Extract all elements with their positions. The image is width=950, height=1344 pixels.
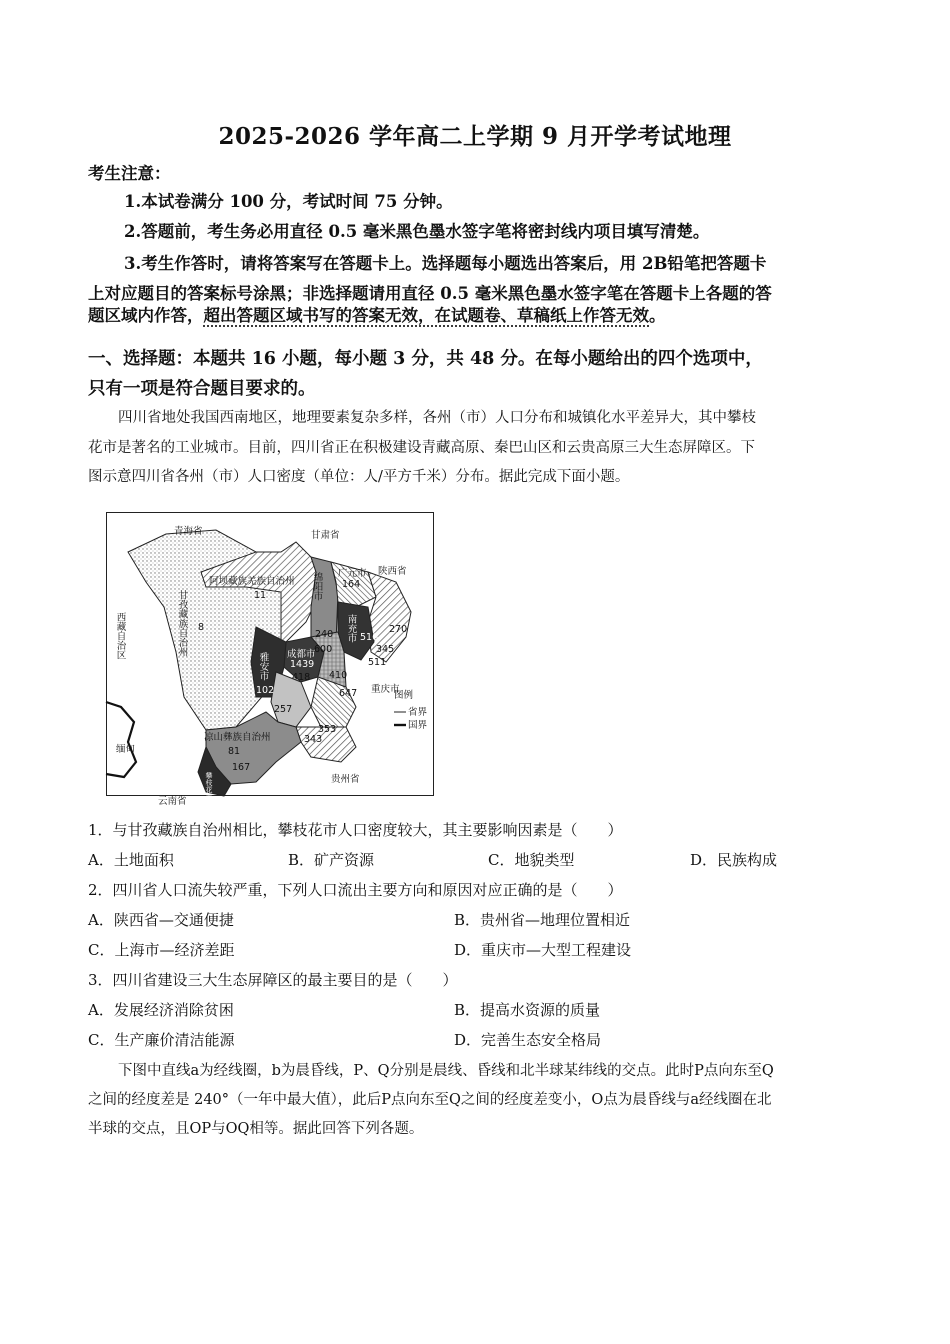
value-ganzi: 8	[198, 622, 205, 633]
q1-stem: 1．与甘孜藏族自治州相比，攀枝花市人口密度较大，其主要影响因素是（ ）	[88, 821, 623, 839]
legend-province: 省界	[408, 707, 428, 718]
value-deyang: 600	[314, 644, 333, 655]
notice-line-3-part-c: 。	[649, 306, 666, 325]
notice-item-3-line-1: 3.考生作答时，请将答案写在答题卡上。选择题每小题选出答案后，用 2B铅笔把答题卡	[124, 254, 767, 273]
legend-title: 图例	[394, 690, 414, 701]
value-liangshan: 81	[228, 746, 241, 757]
intro-2-line-3: 半球的交点，且OP与OQ相等。据此回答下列各题。	[88, 1121, 424, 1137]
q3-option-d[interactable]: D．完善生态安全格局	[454, 1031, 602, 1049]
notice-heading: 考生注意：	[88, 164, 171, 183]
value-yaan: 102	[256, 685, 275, 696]
label-guangyuan: 广元市	[338, 568, 367, 579]
notice-item-1: 1.本试卷满分 100 分，考试时间 75 分钟。	[124, 192, 453, 211]
value-leshan: 257	[274, 704, 293, 715]
value-mianyang: 240	[315, 629, 334, 640]
label-chengdu: 成都市	[287, 649, 316, 660]
label-yunnan: 云南省	[158, 796, 187, 807]
label-qinghai: 青海省	[174, 526, 203, 537]
intro-2-line-1: 下图中直线a为经线圈，b为晨昏线，P、Q分别是晨线、昏线和北半球某纬线的交点。此时P点向东至Q	[118, 1063, 774, 1079]
q1-option-b[interactable]: B．矿产资源	[288, 851, 375, 869]
label-ganzi: 甘孜藏族自治州	[176, 590, 188, 657]
intro-1-line-3: 图示意四川省各州（市）人口密度（单位：人/平方千米）分布。据此完成下面小题。	[88, 469, 630, 485]
intro-1-line-1: 四川省地处我国西南地区，地理要素复杂多样，各州（市）人口分布和城镇化水平差异大，其中攀枝	[118, 410, 756, 426]
value-bazhong: 270	[389, 624, 408, 635]
map-svg	[106, 512, 434, 807]
value-guangan: 511	[368, 657, 387, 668]
q2-option-c[interactable]: C．上海市—经济差距	[88, 941, 235, 959]
notice-line-3-part-a: 题区域内作答，	[88, 306, 204, 325]
q3-option-c[interactable]: C．生产廉价清洁能源	[88, 1031, 235, 1049]
label-panzhihua: 攀枝花市	[205, 772, 213, 800]
intro-1-line-2: 花市是著名的工业城市。目前，四川省正在积极建设青藏高原、秦巴山区和云贵高原三大生态屏障区。下	[88, 440, 755, 456]
legend-country: 国界	[408, 720, 428, 731]
label-shaanxi: 陕西省	[378, 566, 407, 577]
label-mianyang: 绵阳市	[311, 572, 323, 601]
label-yaan: 雅安市	[257, 652, 269, 681]
section-heading-line-1: 一、选择题：本题共 16 小题，每小题 3 分，共 48 分。在每小题给出的四个选项中，	[88, 349, 763, 369]
value-panzhihua: 167	[232, 762, 251, 773]
label-liangshan: 凉山彝族自治州	[204, 732, 271, 743]
notice-emphasis: 超出答题区域书写的答案无效，在试题卷、草稿纸上作答无效	[203, 306, 649, 325]
value-neijiang: 647	[339, 688, 358, 699]
intro-2-line-2: 之间的经度差是 240°（一年中最大值），此后P点向东至Q之间的经度差变小，O点为晨昏线与a经线圈在北	[88, 1092, 772, 1108]
label-aba: 阿坝藏族羌族自治州	[209, 576, 295, 587]
value-nanchong: 516	[360, 632, 379, 643]
label-guizhou: 贵州省	[331, 774, 360, 785]
value-ziyang: 418	[292, 672, 311, 683]
label-gansu: 甘肃省	[311, 530, 340, 541]
value-chengdu: 1439	[290, 659, 315, 670]
q3-stem: 3．四川省建设三大生态屏障区的最主要目的是（ ）	[88, 971, 458, 989]
value-guangyuan: 164	[342, 579, 361, 590]
q2-stem: 2．四川省人口流失较严重，下列人口流出主要方向和原因对应正确的是（ ）	[88, 881, 623, 899]
section-heading-line-2: 只有一项是符合题目要求的。	[88, 379, 316, 399]
exam-title: 2025-2026 学年高二上学期 9 月开学考试地理	[218, 123, 732, 150]
value-suining: 410	[329, 670, 348, 681]
notice-item-3-line-3	[88, 302, 666, 326]
value-dazhou: 345	[376, 644, 395, 655]
label-xizang: 西藏自治区	[114, 612, 126, 660]
q1-option-d[interactable]: D．民族构成	[690, 851, 778, 869]
q2-option-d[interactable]: D．重庆市—大型工程建设	[454, 941, 632, 959]
q2-option-a[interactable]: A．陕西省—交通便捷	[88, 911, 234, 929]
value-aba: 11	[254, 590, 267, 601]
label-nanchong: 南充市	[345, 614, 357, 643]
sichuan-population-density-map	[106, 512, 434, 807]
notice-item-2: 2.答题前，考生务必用直径 0.5 毫米黑色墨水签字笔将密封线内项目填写清楚。	[124, 222, 710, 241]
value-yibin: 343	[304, 734, 323, 745]
notice-item-3-line-2: 上对应题目的答案标号涂黑；非选择题请用直径 0.5 毫米黑色墨水签字笔在答题卡上各题的答	[88, 284, 772, 303]
q3-option-b[interactable]: B．提高水资源的质量	[454, 1001, 601, 1019]
q2-option-b[interactable]: B．贵州省—地理位置相近	[454, 911, 631, 929]
value-luzhou: 353	[318, 724, 337, 735]
q3-option-a[interactable]: A．发展经济消除贫困	[88, 1001, 234, 1019]
q1-option-a[interactable]: A．土地面积	[88, 851, 174, 869]
label-chongqing: 重庆市	[371, 684, 400, 695]
q1-option-c[interactable]: C．地貌类型	[488, 851, 575, 869]
label-myanmar: 缅甸	[116, 744, 136, 755]
